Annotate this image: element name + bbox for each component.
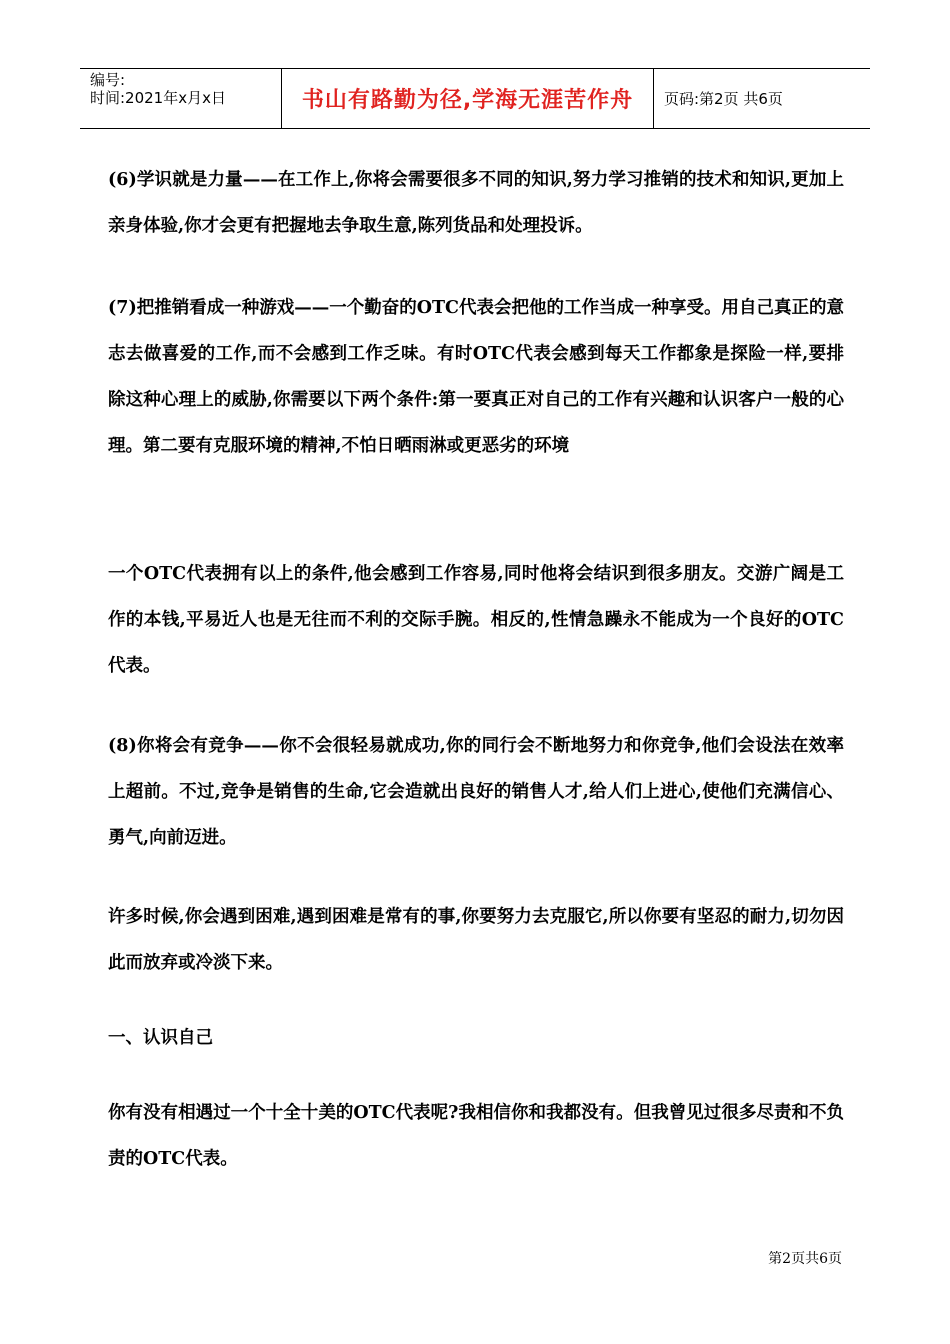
document-date-label: 时间:2021年x月x日: [90, 89, 226, 107]
paragraph-difficulties: 许多时候,你会遇到困难,遇到困难是常有的事,你要努力去克服它,所以你要有坚忍的耐力,切勿因此而放弃或冷淡下来。: [108, 907, 844, 973]
paragraph-8: (8)你将会有竞争——你不会很轻易就成功,你的同行会不断地努力和你竞争,他们会设法在效率上超前。不过,竞争是销售的生命,它会造就出良好的销售人才,给人们上进心,使他们充满信心、勇气,向前迈进。: [108, 736, 844, 848]
header-page-cell: [654, 69, 870, 128]
section-heading-know-yourself: 一、认识自己: [108, 1028, 213, 1048]
header-left-cell: [80, 69, 282, 128]
header-table: [80, 68, 870, 129]
page-footer: 第2页共6页: [768, 1251, 842, 1267]
document-number-label: 编号:: [90, 71, 126, 89]
paragraph-7: (7)把推销看成一种游戏——一个勤奋的OTC代表会把他的工作当成一种享受。用自己真正的意志去做喜爱的工作,而不会感到工作乏味。有时OTC代表会感到每天工作都象是探险一样,要排除这种心理上的威胁,你需要以下两个条件:第一要真正对自己的工作有兴趣和认识客户一般的心理。第二要有克服环境的精神,不怕日晒雨淋或更恶劣的环境: [108, 298, 844, 456]
header-motto-cell: [282, 69, 654, 128]
paragraph-perfect-otc: 你有没有相遇过一个十全十美的OTC代表呢?我相信你和我都没有。但我曾见过很多尽责和不负责的OTC代表。: [108, 1103, 844, 1169]
paragraph-otc-conditions: 一个OTC代表拥有以上的条件,他会感到工作容易,同时他将会结识到很多朋友。交游广阔是工作的本钱,平易近人也是无往而不利的交际手腕。相反的,性情急躁永不能成为一个良好的OTC代表。: [108, 564, 844, 676]
header-motto: 书山有路勤为径,学海无涯苦作舟: [301, 88, 634, 113]
paragraph-6: (6)学识就是力量——在工作上,你将会需要很多不同的知识,努力学习推销的技术和知识,更加上亲身体验,你才会更有把握地去争取生意,陈列货品和处理投诉。: [108, 170, 844, 236]
header-page-info: 页码:第2页 共6页: [664, 90, 783, 108]
